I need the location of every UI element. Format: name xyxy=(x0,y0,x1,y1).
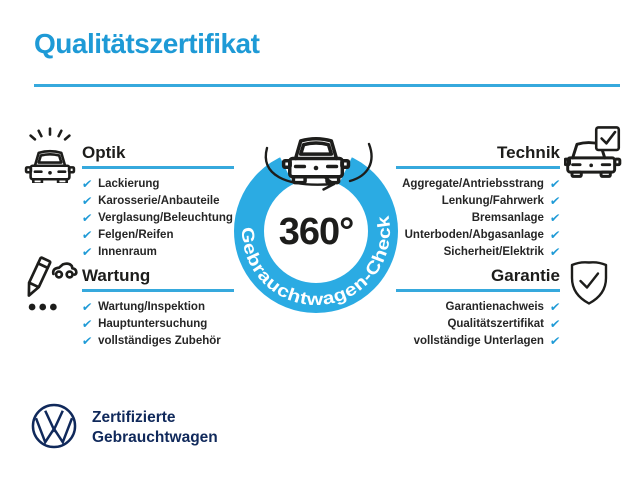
brand-text xyxy=(92,408,218,448)
check-icon: ✔ xyxy=(81,300,94,314)
check-item: vollständige Unterlagen ✔ xyxy=(413,334,561,348)
check-icon: ✔ xyxy=(548,245,561,259)
shield-check-icon xyxy=(566,258,612,308)
page-title: Qualitätszertifikat xyxy=(34,28,260,59)
degree-label: 360° xyxy=(278,211,354,253)
check-icon: ✔ xyxy=(548,194,561,208)
check-item: ✔ vollständiges Zubehör xyxy=(81,334,221,348)
check-icon: ✔ xyxy=(81,228,94,242)
brand-line1: Zertifizierte xyxy=(92,409,176,426)
check-item: ✔ Lackierung xyxy=(81,177,160,191)
check-item: ✔ Innenraum xyxy=(81,245,157,259)
section-title: Wartung xyxy=(82,266,151,285)
vw-logo xyxy=(30,402,78,450)
check-item: Unterboden/Abgasanlage ✔ xyxy=(404,228,561,242)
ring-label: Gebrauchtwagen-Check xyxy=(237,216,395,309)
check-icon: ✔ xyxy=(548,177,561,191)
check-item: Lenkung/Fahrwerk ✔ xyxy=(441,194,561,208)
section-title: Garantie xyxy=(491,266,560,285)
check-icon: ✔ xyxy=(548,228,561,242)
check-icon: ✔ xyxy=(81,194,94,208)
check-item: Aggregate/Antriebsstrang ✔ xyxy=(402,177,561,191)
check-item: Sicherheit/Elektrik ✔ xyxy=(443,245,561,259)
brand-line2: Gebrauchtwagen xyxy=(92,429,218,446)
check-icon: ✔ xyxy=(81,317,94,331)
check-item: ✔ Felgen/Reifen xyxy=(81,228,174,242)
check-item: ✔ Verglasung/Beleuchtung xyxy=(81,211,233,225)
check-icon: ✔ xyxy=(548,317,561,331)
check-item: ✔ Karosserie/Anbauteile xyxy=(81,194,220,208)
check-item: ✔ Wartung/Inspektion xyxy=(81,300,205,314)
check-icon: ✔ xyxy=(548,300,561,314)
car-shine-icon xyxy=(22,127,78,183)
check-icon: ✔ xyxy=(81,177,94,191)
check-item: ✔ Hauptuntersuchung xyxy=(81,317,208,331)
service-checklist-icon xyxy=(22,256,78,312)
check-icon: ✔ xyxy=(548,211,561,225)
section-title: Technik xyxy=(497,143,560,162)
title-rule xyxy=(34,84,620,87)
car-checkbox-icon xyxy=(564,126,622,180)
section-title: Optik xyxy=(82,143,126,162)
check-item: Garantienachweis ✔ xyxy=(445,300,561,314)
360-badge xyxy=(210,118,422,318)
check-icon: ✔ xyxy=(81,334,94,348)
check-item: Qualitätszertifikat ✔ xyxy=(447,317,561,331)
check-icon: ✔ xyxy=(548,334,561,348)
check-icon: ✔ xyxy=(81,245,94,259)
check-item: Bremsanlage ✔ xyxy=(471,211,561,225)
check-icon: ✔ xyxy=(81,211,94,225)
